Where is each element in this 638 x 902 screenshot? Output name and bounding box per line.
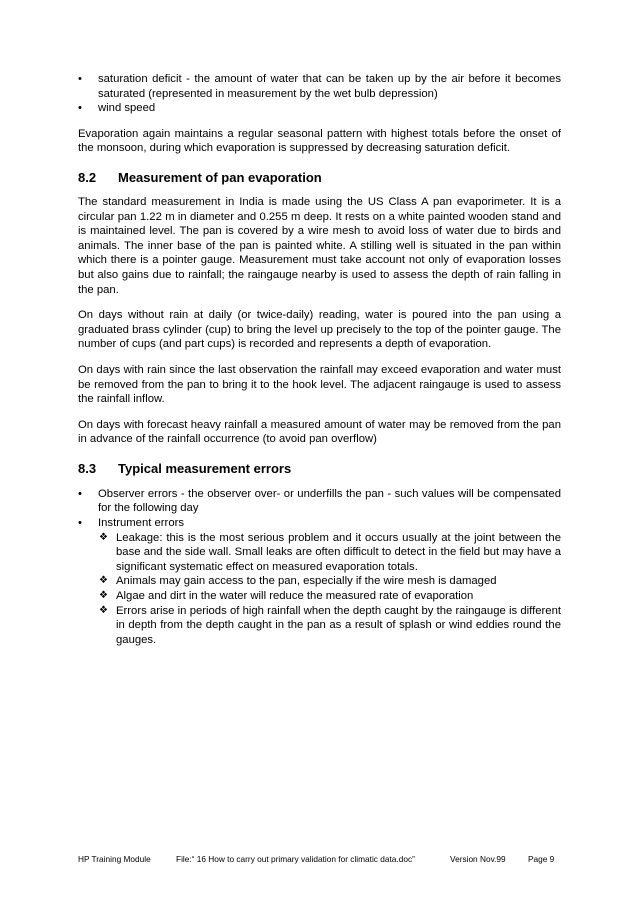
paragraph-pan-description: The standard measurement in India is made using the US Class A pan evaporimeter. It is a circular pan 1.22 m in diameter and 0.255 m deep. It rests on a white painted wooden stand and is maintained level. The pan is covered by a wire mesh to avoid loss of water due to birds and animals. The inner base of the pan is painted white. A stilling well is situated in the pan within which there is a pointer gauge. Measurement must take account not only of evaporation losses but also gains due to rainfall; the raingauge nearby is used to assess the depth of rain falling in the pan. (78, 195, 561, 296)
document-page (78, 72, 561, 647)
section-title: Typical measurement errors (118, 460, 292, 476)
footer-version: Version Nov.99 (450, 854, 506, 864)
paragraph-forecast-heavy-rain: On days with forecast heavy rainfall a measured amount of water may be removed from the pan in advance of the rainfall occurrence (to avoid pan overflow) (78, 418, 561, 446)
section-heading-8-2 (78, 169, 561, 186)
sub-bullet-animals: ❖ Animals may gain access to the pan, especially if the wire mesh is damaged (78, 574, 561, 589)
paragraph-days-without-rain: On days without rain at daily (or twice-daily) reading, water is poured into the pan using a graduated brass cylinder (cup) to bring the level up precisely to the top of the pointer gauge. The number of cups (and part cups) is recorded and represents a depth of evaporation. (78, 309, 561, 351)
section-number: 8.3 (78, 460, 97, 476)
bullet-observer-errors: • Observer errors - the observer over- or underfills the pan - such values will be compensated for the following day (78, 487, 561, 516)
footer-file: File:“ 16 How to carry out primary validation for climatic data.doc” (176, 854, 415, 864)
paragraph-days-with-rain: On days with rain since the last observation the rainfall may exceed evaporation and water must be removed from the pan to bring it to the hook level. The adjacent raingauge is used to assess the rainfall inflow. (78, 363, 561, 406)
section-heading-8-3 (78, 460, 561, 477)
sub-bullet-algae: ❖ Algae and dirt in the water will reduce the measured rate of evaporation (78, 589, 561, 604)
section-number: 8.2 (78, 169, 97, 185)
sub-bullet-leakage: ❖ Leakage: this is the most serious problem and it occurs usually at the joint between the base and the side wall. Small leaks are often difficult to detect in the field but may have a significant systematic effect on measured evaporation totals. (78, 531, 561, 575)
section-title: Measurement of pan evaporation (118, 169, 322, 185)
bullet-saturation-deficit: • saturation deficit - the amount of water that can be taken up by the air before it becomes saturated (represented in measurement by the wet bulb depression) (78, 72, 561, 101)
bullet-wind-speed: • wind speed (78, 101, 561, 116)
page-footer (78, 854, 561, 864)
footer-page-number: Page 9 (528, 854, 555, 864)
intro-paragraph: Evaporation again maintains a regular seasonal pattern with highest totals before the onset of the monsoon, during which evaporation is suppressed by decreasing saturation deficit. (78, 127, 561, 155)
bullet-instrument-errors: • Instrument errors (78, 516, 561, 531)
footer-module: HP Training Module (78, 854, 151, 864)
sub-bullet-high-rainfall: ❖ Errors arise in periods of high rainfall when the depth caught by the raingauge is different in depth from the depth caught in the pan as a result of splash or wind eddies round the gauges. (78, 604, 561, 648)
